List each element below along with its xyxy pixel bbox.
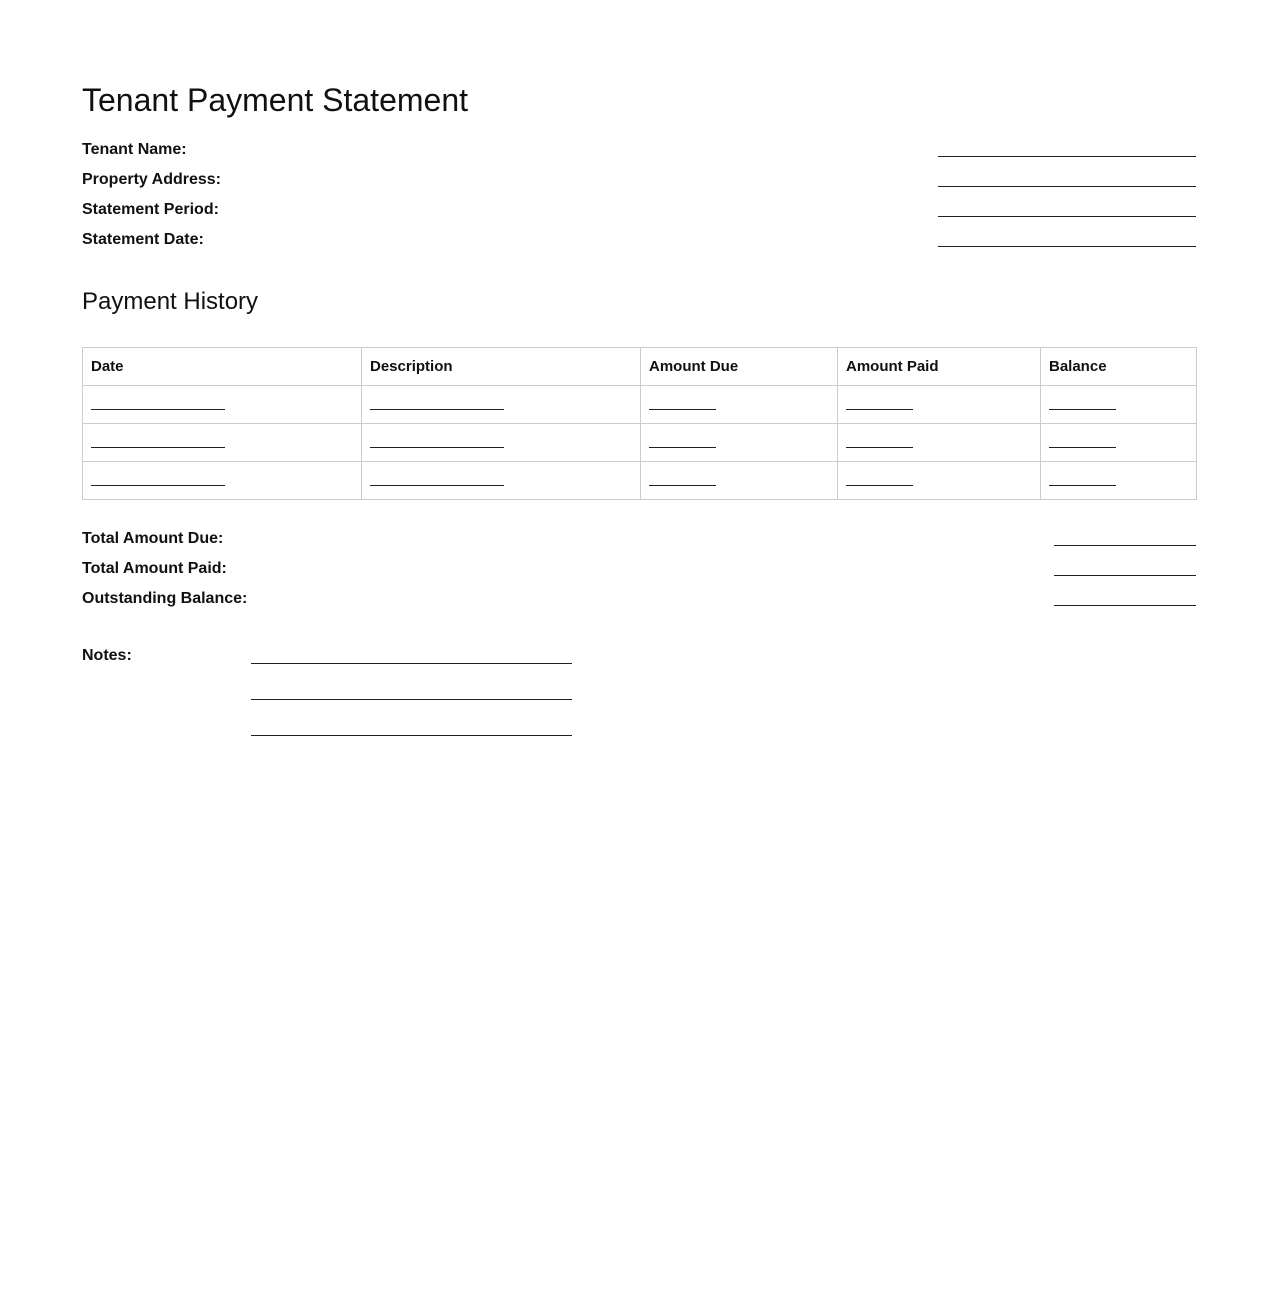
total-amount-paid-field[interactable] [1054,575,1196,576]
tenant-name-row [82,138,1196,162]
table-header-row [83,348,1197,386]
date-cell [83,424,362,462]
page-title: Tenant Payment Statement [82,82,468,118]
total-amount-due-field[interactable] [1054,545,1196,546]
balance-field[interactable] [1049,447,1116,448]
notes-label: Notes: [82,647,132,664]
notes-line-1[interactable] [251,663,572,664]
table-row [83,462,1197,500]
property-address-label: Property Address: [82,171,221,188]
tenant-name-label: Tenant Name: [82,141,187,158]
amount-due-cell [641,462,838,500]
payment-history-table [82,347,1197,500]
amount-due-cell [641,386,838,424]
description-field[interactable] [370,447,504,448]
balance-field[interactable] [1049,409,1116,410]
outstanding-balance-field[interactable] [1054,605,1196,606]
statement-period-row [82,198,1196,222]
outstanding-balance-row [82,587,1196,611]
balance-cell [1041,424,1197,462]
description-field[interactable] [370,409,504,410]
description-cell [362,424,641,462]
column-header-amount-paid: Amount Paid [838,348,1041,386]
amount-due-field[interactable] [649,447,716,448]
property-address-row [82,168,1196,192]
date-field[interactable] [91,409,225,410]
description-cell [362,386,641,424]
table-row [83,424,1197,462]
column-header-description: Description [362,348,641,386]
statement-date-field[interactable] [938,246,1196,247]
total-amount-paid-row [82,557,1196,581]
amount-due-field[interactable] [649,409,716,410]
payment-history-heading: Payment History [82,288,259,315]
amount-paid-cell [838,462,1041,500]
column-header-date: Date [83,348,362,386]
total-amount-due-row [82,527,1196,551]
balance-cell [1041,462,1197,500]
notes-line-3[interactable] [251,735,572,736]
amount-paid-field[interactable] [846,485,913,486]
description-cell [362,462,641,500]
total-amount-paid-label: Total Amount Paid: [82,560,227,577]
statement-date-row [82,228,1196,252]
property-address-field[interactable] [938,186,1196,187]
date-cell [83,462,362,500]
amount-paid-field[interactable] [846,409,913,410]
amount-paid-cell [838,424,1041,462]
balance-cell [1041,386,1197,424]
column-header-amount-due: Amount Due [641,348,838,386]
amount-due-field[interactable] [649,485,716,486]
balance-field[interactable] [1049,485,1116,486]
table-row [83,386,1197,424]
total-amount-due-label: Total Amount Due: [82,530,224,547]
amount-due-cell [641,424,838,462]
date-cell [83,386,362,424]
statement-period-field[interactable] [938,216,1196,217]
statement-period-label: Statement Period: [82,201,219,218]
tenant-name-field[interactable] [938,156,1196,157]
date-field[interactable] [91,485,225,486]
date-field[interactable] [91,447,225,448]
column-header-balance: Balance [1041,348,1197,386]
outstanding-balance-label: Outstanding Balance: [82,590,248,607]
notes-line-2[interactable] [251,699,572,700]
amount-paid-cell [838,386,1041,424]
description-field[interactable] [370,485,504,486]
statement-date-label: Statement Date: [82,231,204,248]
amount-paid-field[interactable] [846,447,913,448]
